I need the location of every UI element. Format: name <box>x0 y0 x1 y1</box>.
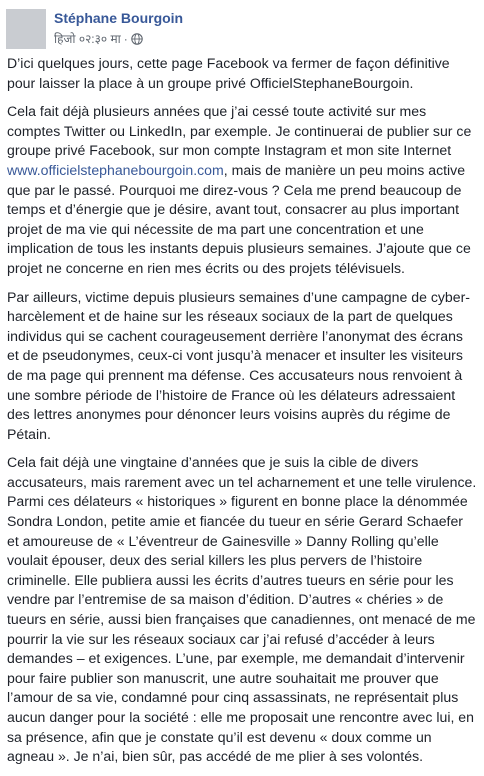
paragraph-line: Sondra London, petite amie et fiancée du tueur en série Gerard Schaefer <box>7 513 463 530</box>
paragraph-line: voulait épouser, deux des serial killers les plus pervers de l’histoire <box>7 552 423 569</box>
author-name[interactable]: Stéphane Bourgoin <box>54 10 184 26</box>
post-paragraph <box>7 102 477 278</box>
post-paragraph <box>7 54 477 93</box>
paragraph-line: implication de tous les instants depuis plusieurs semaines. J’ajoute que ce <box>7 240 471 257</box>
paragraph-line: Pétain. <box>7 425 51 442</box>
paragraph-line: sa présence, afin que je constate qu’il est devenu « doux comme un <box>7 728 432 745</box>
line-text: , mais de manière un peu moins active <box>223 161 466 178</box>
paragraph-line: l’amour de sa vie, condamné pour cinq assassinats, ne représentait plus <box>7 689 459 706</box>
paragraph-line: pourrir la vie sur les réseaux sociaux car j’ai refusé d’accéder à leurs <box>7 630 435 647</box>
paragraph-line: D’ici quelques jours, cette page Facebook va fermer de façon définitive <box>7 55 450 71</box>
paragraph-line: groupe privé Facebook, sur mon compte Instagram et mon site Internet <box>7 142 452 159</box>
paragraph-line: une sombre période de l’histoire de France où les délateurs adressaient <box>7 386 456 403</box>
paragraph-line: pour faire publier son manuscrit, une autre souhaitait me prouver que <box>7 669 439 686</box>
post-paragraph <box>7 288 477 445</box>
paragraph-line: projet ne concerne en rien mes écrits ou des projets télévisuels. <box>7 259 405 276</box>
paragraph-line: harcèlement et de haine sur les réseaux sociaux de la part de quelques <box>7 308 453 325</box>
paragraph-line: Cela fait déjà une vingtaine d’années que je suis la cible de divers <box>7 454 419 471</box>
paragraph-line: que par le passé. Pourquoi me direz-vous ? Cela me prend beaucoup de <box>7 181 462 198</box>
post-paragraph <box>7 453 477 767</box>
paragraph-line: Cela fait déjà plusieurs années que j’ai cessé toute activité sur mes <box>7 103 427 120</box>
paragraph-line: temps et d’énergie que je désire, avant tout, consacrer au plus important <box>7 201 460 218</box>
meta-separator: · <box>123 31 128 46</box>
paragraph-line: comptes Twitter ou LinkedIn, par exemple. Je continuerai de publier sur ce <box>7 122 472 139</box>
paragraph-line: projet de ma vie qui nécessite de ma part une concentration et une <box>7 220 424 237</box>
paragraph-line: criminelle. Elle publiera aussi les écrits d’autres tueurs en série pour les <box>7 571 454 588</box>
website-link[interactable]: www.officielstephanebourgoin.com <box>7 161 224 178</box>
post-header <box>6 6 478 46</box>
paragraph-line: Parmi ces délateurs « historiques » figurent en bonne place la dénommée <box>7 493 468 510</box>
paragraph-line <box>7 161 477 181</box>
paragraph-line: des lettres anonymes pour dénoncer leurs voisins auprès du régime de <box>7 406 451 423</box>
paragraph-line: individus qui se cachent courageusement derrière l’anonymat des écrans <box>7 327 463 344</box>
paragraph-line: agneau ». Je n’ai, bien sûr, pas accédé de me plier à ses volontés. <box>7 748 424 765</box>
post-body <box>7 54 477 776</box>
post-meta <box>54 30 143 47</box>
paragraph-line: vendre par l’entremise de sa maison d’édition. D’autres « chéries » de <box>7 591 444 608</box>
paragraph-line: demandes – et exigences. L’une, par exemple, me demandait d’intervenir <box>7 650 465 667</box>
paragraph-line: aucun danger pour la société : elle me proposait une rencontre avec lui, en <box>7 709 474 725</box>
paragraph-line: accusateurs, mais rarement avec un tel acharnement et une telle virulence. <box>7 473 477 490</box>
paragraph-line: Par ailleurs, victime depuis plusieurs semaines d’une campagne de cyber- <box>7 288 470 305</box>
post-timestamp[interactable]: हिजो ०२:३० मा <box>54 32 121 46</box>
globe-icon <box>131 33 143 45</box>
paragraph-line: et de pseudonymes, ceux-ci vont jusqu’à menacer et insulter les visiteurs <box>7 347 463 364</box>
paragraph-line: tueurs en série, aussi bien françaises que canadiennes, ont menacé de me <box>7 611 476 628</box>
avatar[interactable] <box>6 9 46 49</box>
paragraph-line: pour laisser la place à un groupe privé OfficielStephaneBourgoin. <box>7 74 414 91</box>
paragraph-line: de ma page qui prennent ma défense. Ces accusateurs nous renvoient à <box>7 366 463 383</box>
paragraph-line: et amoureuse de « L’éventreur de Gainesville » Danny Rolling qu’elle <box>7 532 439 549</box>
